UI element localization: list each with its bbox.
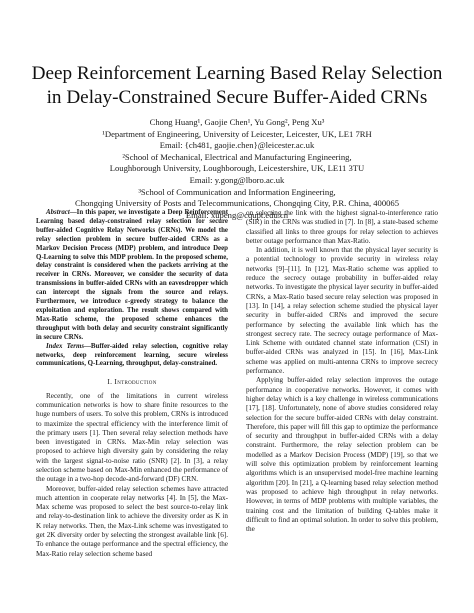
paper-title (0, 62, 474, 110)
title-line-1: Deep Reinforcement Learning Based Relay Selection (31, 63, 443, 84)
abstract-text: —In this paper, we investigate a Deep Reinforcement Learning based delay-constrained relay selection for secure buffer-aided Cognitive Relay Networks (CRNs). We model the relay selection problem in secure buffer-aided CRNs as a Markov Decision Process (MDP) problem, and introduce Deep Q-Learning to solve this MDP problem. In the proposed scheme, delay constraint is considered when the packets arriving at the receiver in CRNs. Moreover, we consider the security of data transmissions in buffer-aided CRNs with an eavesdropper which can intercept the signals from the source and relays. Furthermore, we introduce ε-greedy strategy to balance the exploitation and exploration. The result shows compared with Max-Ratio scheme, the proposed scheme enhances the throughput with both delay and security constraint significantly in secure CRNs. (36, 209, 228, 341)
affiliation-2a: ²School of Mechanical, Electrical and Manufacturing Engineering, (122, 151, 352, 162)
right-column (246, 209, 438, 534)
intro-paragraph-1: Recently, one of the limitations in current wireless communication networks is how to share finite resources to the huge numbers of users. To solve this problem, CRNs is introduced to maximize the spectral efficiency with the interference limit of the primary users [1]. Then several relay selection methods have been investigated in CRNs. Max-Min relay selection was proposed to achieve high diversity gain by considering the relay with the largest signal-to-noise ratio (SNR) [2]. In [3], a relay selection scheme based on Max-Min enhanced the performance of the outage in a two-hop decode-and-forward (DF) CRN. (36, 391, 228, 484)
index-terms-lead: Index Terms (46, 342, 85, 350)
right-paragraph-3: Applying buffer-aided relay selection improves the outage performance in cooperative networks. However, it comes with higher delay which is a key challenge in wireless communications [17], [18]. Unfortunately, none of above studies considered relay selection for the secure buffer-aided CRNs with delay constraint. Therefore, this paper will fill this gap to optimize the performance of security and throughput in buffer-aided CRNs with a delay constraint. Furthermore, the relay selection problem can be modelled as a Markov Decision Process (MDP) [19], so that we will solve this optimization problem by reinforcement learning algorithms which is an unsupervised model-free machine learning algorithm [20]. In [21], a Q-learning based relay selection method was proposed to achieve high throughput in relay networks. However, in terms of MDP problems with multiple variables, the training cost and the limitation of building Q-tables make it difficult to find an optimal solution. In order to solve this problem, the (246, 376, 438, 534)
left-column (36, 209, 228, 559)
email-2: Email: y.gong@lboro.ac.uk (189, 174, 285, 185)
title-line-2: in Delay-Constrained Secure Buffer-Aided CRNs (46, 87, 428, 108)
index-terms (36, 343, 228, 370)
author-block (0, 117, 474, 221)
email-1: Email: {ch481, gaojie.chen}@leicester.ac.uk (159, 140, 315, 151)
affiliation-3b: Chongqing University of Posts and Telecommunications, Chongqing City, P.R. China, 400065 (74, 198, 400, 209)
affiliation-3a: ³School of Communication and Information Engineering, (138, 186, 336, 197)
section-heading-introduction: I. Introduction (107, 377, 157, 387)
right-paragraph-2: In addition, it is well known that the physical layer security is a potential technology to provide security in wireless relay networks [9]–[11]. In [12], Max-Ratio scheme was applied to reduce the secrecy outage probability in buffer-aided relay networks. To investigate the physical layer security in buffer-aided CRNs, a Max-Ratio based secure relay selection was proposed in [13]. In [14], a relay selection scheme studied the physical layer security in buffer-aided CRNs and improved the secure performance by selecting the available link which has the strongest secrecy rate. The secrecy outage performance of Max-Link Scheme with outdated channel state information (CSI) in buffer-aided CRNs was analyzed in [15]. In [16], Max-Link scheme was applied on multi-antenna CRNs to improve secrecy performance. (246, 246, 438, 376)
abstract (36, 209, 228, 343)
intro-paragraph-2: Moreover, buffer-aided relay selection schemes have attracted much attention in cooperate relay networks [4]. In [5], the Max-Max scheme was proposed to select the best source-to-relay link and relay-to-destination link to achieve the diversity order as K in K relay networks. Then, the Max-Link scheme was investigated to get 2K diversity order by selecting the strongest available link [6]. To enhance the outage performance and the spectral efficiency, the Max-Ratio relay selection scheme based (36, 484, 228, 558)
right-paragraph-1: on selecting the link with the highest signal-to-interference ratio (SIR) in the CRNs was studied in [7]. In [8], a state-based scheme classified all links to three groups for relay selection to achieves better outage performance than Max-Ratio. (246, 209, 438, 245)
email-3: Email: xupeng@cqupt.edu.cn (185, 209, 289, 220)
index-terms-text: —Buffer-aided relay selection, cognitive relay networks, deep reinforcement learning, secure wireless communications, Q-Learning, throughput, delay-constrained. (36, 342, 228, 368)
affiliation-2b: Loughborough University, Loughborough, Leicestershire, UK, LE11 3TU (109, 163, 365, 174)
abstract-lead: Abstract (46, 209, 70, 216)
affiliation-1: ¹Department of Engineering, University of Leicester, Leicester, UK, LE1 7RH (102, 128, 372, 139)
authors: Chong Huang¹, Gaojie Chen¹, Yu Gong², Peng Xu³ (149, 117, 325, 127)
